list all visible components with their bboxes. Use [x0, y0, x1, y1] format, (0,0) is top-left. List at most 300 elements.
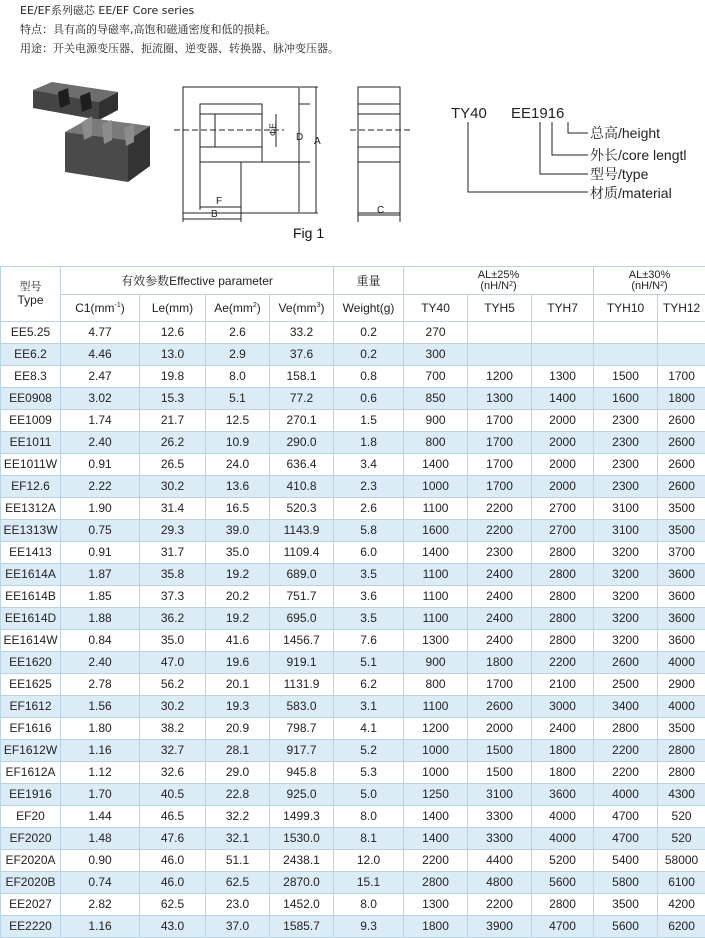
cell-tyh12: 6200	[658, 916, 705, 938]
cell-ve: 1452.0	[270, 894, 334, 916]
side-view-drawing	[350, 87, 410, 222]
cell-c1: 0.74	[61, 872, 140, 894]
cell-c1: 0.91	[61, 542, 140, 564]
cell-tyh7: 2800	[532, 564, 594, 586]
cell-le: 26.5	[140, 454, 206, 476]
cell-ty40: 1100	[404, 498, 468, 520]
cell-c1: 2.47	[61, 366, 140, 388]
cell-ae: 20.9	[206, 718, 270, 740]
cell-tyh10: 3200	[594, 630, 658, 652]
cell-ty40: 1100	[404, 696, 468, 718]
cell-type: EE1916	[1, 784, 61, 806]
cell-tyh5: 4800	[468, 872, 532, 894]
cell-tyh10: 3400	[594, 696, 658, 718]
cell-ae: 23.0	[206, 894, 270, 916]
cell-tyh12: 3500	[658, 718, 705, 740]
model-code: EE1916	[511, 105, 564, 122]
cell-tyh12: 520	[658, 828, 705, 850]
cell-tyh7: 2800	[532, 630, 594, 652]
cell-ae: 39.0	[206, 520, 270, 542]
cell-ve: 636.4	[270, 454, 334, 476]
cell-type: EF1616	[1, 718, 61, 740]
naming-legend	[451, 105, 686, 201]
cell-weight: 4.1	[334, 718, 404, 740]
cell-type: EE1614D	[1, 608, 61, 630]
cell-tyh12: 3500	[658, 498, 705, 520]
cell-weight: 3.1	[334, 696, 404, 718]
cell-ae: 5.1	[206, 388, 270, 410]
cell-ty40: 2800	[404, 872, 468, 894]
weight-en-header: Weight(g)	[334, 295, 404, 322]
cell-tyh7: 1400	[532, 388, 594, 410]
cell-tyh5: 3300	[468, 806, 532, 828]
cell-type: EE1312A	[1, 498, 61, 520]
cell-le: 47.0	[140, 652, 206, 674]
cell-c1: 1.12	[61, 762, 140, 784]
cell-weight: 6.2	[334, 674, 404, 696]
cell-ty40: 1000	[404, 740, 468, 762]
cell-c1: 1.74	[61, 410, 140, 432]
cell-ve: 158.1	[270, 366, 334, 388]
cell-ve: 945.8	[270, 762, 334, 784]
cell-le: 43.0	[140, 916, 206, 938]
cell-ve: 270.1	[270, 410, 334, 432]
al30-header: AL±30% $(nH/N^2)$	[594, 267, 705, 295]
cell-le: 32.7	[140, 740, 206, 762]
cell-ae: 41.6	[206, 630, 270, 652]
cell-le: 38.2	[140, 718, 206, 740]
cell-tyh10: 4700	[594, 828, 658, 850]
cell-tyh12: 2800	[658, 762, 705, 784]
cell-ae: 32.1	[206, 828, 270, 850]
cell-tyh12: 3600	[658, 586, 705, 608]
cell-tyh10	[594, 344, 658, 366]
cell-tyh5: 2400	[468, 586, 532, 608]
cell-le: 26.2	[140, 432, 206, 454]
cell-type: EE1614A	[1, 564, 61, 586]
cell-tyh5: 2200	[468, 498, 532, 520]
cell-le: 36.2	[140, 608, 206, 630]
usage-text: 用途：开关电源变压器、扼流圈、逆变器、转换器、脉冲变压器。	[20, 40, 339, 56]
cell-weight: 15.1	[334, 872, 404, 894]
cell-tyh7: 3600	[532, 784, 594, 806]
front-view-drawing	[174, 87, 318, 222]
cell-c1: 1.70	[61, 784, 140, 806]
material-label: 材质/material	[590, 185, 672, 201]
cell-ve: 2438.1	[270, 850, 334, 872]
cell-le: 12.6	[140, 322, 206, 344]
cell-weight: 0.8	[334, 366, 404, 388]
cell-ve: 751.7	[270, 586, 334, 608]
dim-label-a: A	[314, 136, 321, 147]
cell-ae: 62.5	[206, 872, 270, 894]
cell-tyh5: 2200	[468, 894, 532, 916]
cell-type: EE1313W	[1, 520, 61, 542]
cell-tyh10: 3500	[594, 894, 658, 916]
table-header-row-1	[1, 267, 705, 295]
cell-tyh10	[594, 322, 658, 344]
cell-ty40: 1000	[404, 762, 468, 784]
cell-tyh10: 2500	[594, 674, 658, 696]
cell-ve: 583.0	[270, 696, 334, 718]
cell-ae: 37.0	[206, 916, 270, 938]
cell-ty40: 2200	[404, 850, 468, 872]
cell-c1: 2.82	[61, 894, 140, 916]
cell-ty40: 800	[404, 432, 468, 454]
cell-c1: 1.16	[61, 740, 140, 762]
cell-ty40: 1000	[404, 476, 468, 498]
cell-le: 30.2	[140, 476, 206, 498]
cell-weight: 12.0	[334, 850, 404, 872]
cell-c1: 2.22	[61, 476, 140, 498]
cell-tyh5: 2400	[468, 630, 532, 652]
table-row	[1, 498, 705, 520]
length-label: 外长/core lengtl	[590, 147, 686, 163]
material-code: TY40	[451, 105, 487, 122]
cell-tyh5: 1500	[468, 762, 532, 784]
cell-tyh5: 4400	[468, 850, 532, 872]
le-header: Le(mm)	[140, 295, 206, 322]
cell-tyh5: 1500	[468, 740, 532, 762]
cell-c1: 1.85	[61, 586, 140, 608]
cell-tyh12: 3600	[658, 564, 705, 586]
cell-tyh5: 2400	[468, 608, 532, 630]
cell-tyh10: 3100	[594, 498, 658, 520]
table-row	[1, 586, 705, 608]
cell-weight: 1.8	[334, 432, 404, 454]
cell-tyh12: 2600	[658, 476, 705, 498]
cell-type: EF12.6	[1, 476, 61, 498]
cell-tyh7: 5600	[532, 872, 594, 894]
cell-tyh5: 1800	[468, 652, 532, 674]
cell-tyh12: 2600	[658, 432, 705, 454]
table-header-row-2	[1, 295, 705, 322]
cell-ve: 1499.3	[270, 806, 334, 828]
parameter-table	[0, 266, 705, 938]
cell-tyh7	[532, 344, 594, 366]
table-row	[1, 872, 705, 894]
cell-ty40: 1100	[404, 564, 468, 586]
table-row	[1, 916, 705, 938]
cell-tyh7: 2800	[532, 894, 594, 916]
cell-c1: 0.91	[61, 454, 140, 476]
cell-tyh10: 5800	[594, 872, 658, 894]
cell-tyh12: 1700	[658, 366, 705, 388]
cell-ae: 2.9	[206, 344, 270, 366]
cell-c1: 1.16	[61, 916, 140, 938]
table-row	[1, 366, 705, 388]
cell-ve: 798.7	[270, 718, 334, 740]
material-header-tyh5: TYH5	[468, 295, 532, 322]
cell-tyh10: 4000	[594, 784, 658, 806]
cell-type: EE0908	[1, 388, 61, 410]
table-row	[1, 542, 705, 564]
cell-tyh5: 2400	[468, 564, 532, 586]
cell-type: EE5.25	[1, 322, 61, 344]
table-row	[1, 740, 705, 762]
cell-weight: 5.2	[334, 740, 404, 762]
cell-ty40: 1400	[404, 806, 468, 828]
cell-c1: 4.46	[61, 344, 140, 366]
table-row	[1, 410, 705, 432]
cell-type: EF2020B	[1, 872, 61, 894]
table-row	[1, 520, 705, 542]
cell-ty40: 1100	[404, 608, 468, 630]
cell-c1: 1.88	[61, 608, 140, 630]
cell-ty40: 1400	[404, 454, 468, 476]
cell-c1: 2.40	[61, 432, 140, 454]
cell-tyh12: 4200	[658, 894, 705, 916]
cell-tyh12: 58000	[658, 850, 705, 872]
cell-tyh10: 3200	[594, 564, 658, 586]
cell-ve: 1585.7	[270, 916, 334, 938]
cell-tyh10: 3100	[594, 520, 658, 542]
cell-c1: 4.77	[61, 322, 140, 344]
cell-tyh10: 2300	[594, 476, 658, 498]
table-row	[1, 454, 705, 476]
cell-tyh7: 2700	[532, 498, 594, 520]
table-row	[1, 630, 705, 652]
cell-c1: 3.02	[61, 388, 140, 410]
cell-type: EE1413	[1, 542, 61, 564]
cell-tyh7: 2000	[532, 432, 594, 454]
cell-le: 46.0	[140, 850, 206, 872]
cell-weight: 3.6	[334, 586, 404, 608]
cell-ve: 520.3	[270, 498, 334, 520]
cell-type: EE1620	[1, 652, 61, 674]
dim-label-c: C	[377, 205, 384, 216]
cell-weight: 0.6	[334, 388, 404, 410]
cell-tyh5: 2600	[468, 696, 532, 718]
cell-type: EE2220	[1, 916, 61, 938]
cell-c1: 1.87	[61, 564, 140, 586]
cell-weight: 5.1	[334, 652, 404, 674]
cell-ae: 12.5	[206, 410, 270, 432]
table-row	[1, 322, 705, 344]
al25-header: AL±25% $(nH/N^2)$	[404, 267, 594, 295]
cell-c1: 1.56	[61, 696, 140, 718]
table-row	[1, 432, 705, 454]
cell-tyh7: 1800	[532, 762, 594, 784]
cell-tyh5: 3100	[468, 784, 532, 806]
ve-header: $Ve(mm^3)$	[270, 295, 334, 322]
cell-ae: 20.1	[206, 674, 270, 696]
cell-tyh5: 2200	[468, 520, 532, 542]
dim-label-d: D	[296, 132, 303, 143]
cell-tyh5: 1200	[468, 366, 532, 388]
cell-ve: 695.0	[270, 608, 334, 630]
cell-tyh10: 3200	[594, 542, 658, 564]
cell-tyh7: 2800	[532, 542, 594, 564]
cell-le: 35.8	[140, 564, 206, 586]
cell-weight: 2.3	[334, 476, 404, 498]
type-header: 型号 Type	[1, 267, 61, 322]
figure-caption: Fig 1	[293, 225, 324, 241]
table-row	[1, 388, 705, 410]
cell-ae: 2.6	[206, 322, 270, 344]
table-row	[1, 762, 705, 784]
cell-ty40: 1600	[404, 520, 468, 542]
table-row	[1, 696, 705, 718]
cell-le: 35.0	[140, 630, 206, 652]
cell-tyh10: 1600	[594, 388, 658, 410]
table-row	[1, 344, 705, 366]
cell-type: EF2020A	[1, 850, 61, 872]
cell-weight: 9.3	[334, 916, 404, 938]
cell-c1: 0.90	[61, 850, 140, 872]
cell-tyh7: 2200	[532, 652, 594, 674]
table-row	[1, 894, 705, 916]
table-row	[1, 850, 705, 872]
cell-tyh12: 2600	[658, 454, 705, 476]
cell-tyh10: 3200	[594, 586, 658, 608]
cell-ty40: 1400	[404, 542, 468, 564]
cell-tyh12: 1800	[658, 388, 705, 410]
cell-le: 46.0	[140, 872, 206, 894]
cell-le: 32.6	[140, 762, 206, 784]
cell-ve: 1143.9	[270, 520, 334, 542]
table-row	[1, 718, 705, 740]
cell-ae: 19.6	[206, 652, 270, 674]
cell-tyh10: 5400	[594, 850, 658, 872]
cell-ty40: 1800	[404, 916, 468, 938]
cell-ae: 16.5	[206, 498, 270, 520]
cell-tyh7: 2000	[532, 476, 594, 498]
cell-weight: 8.1	[334, 828, 404, 850]
table-row	[1, 674, 705, 696]
core-photo	[33, 82, 150, 182]
cell-type: EE1614B	[1, 586, 61, 608]
cell-ae: 19.2	[206, 564, 270, 586]
material-header-tyh12: TYH12	[658, 295, 705, 322]
cell-ve: 919.1	[270, 652, 334, 674]
cell-weight: 6.0	[334, 542, 404, 564]
cell-type: EE1625	[1, 674, 61, 696]
table-row	[1, 784, 705, 806]
cell-tyh5: 1700	[468, 410, 532, 432]
cell-ae: 19.3	[206, 696, 270, 718]
table-row	[1, 564, 705, 586]
core-dimension-figure	[0, 62, 705, 262]
cell-weight: 0.2	[334, 344, 404, 366]
cell-tyh12: 4000	[658, 696, 705, 718]
cell-c1: 1.80	[61, 718, 140, 740]
cell-tyh5: 2000	[468, 718, 532, 740]
cell-c1: 1.90	[61, 498, 140, 520]
cell-tyh5: 1700	[468, 674, 532, 696]
cell-ty40: 1300	[404, 630, 468, 652]
cell-tyh12: 3500	[658, 520, 705, 542]
cell-ve: 33.2	[270, 322, 334, 344]
cell-tyh7: 1300	[532, 366, 594, 388]
cell-tyh7: 4000	[532, 828, 594, 850]
cell-tyh7: 3000	[532, 696, 594, 718]
cell-ae: 35.0	[206, 542, 270, 564]
cell-type: EE1011W	[1, 454, 61, 476]
cell-le: 13.0	[140, 344, 206, 366]
cell-tyh7: 2000	[532, 454, 594, 476]
cell-tyh10: 2600	[594, 652, 658, 674]
cell-tyh12: 3600	[658, 608, 705, 630]
cell-le: 19.8	[140, 366, 206, 388]
cell-weight: 8.0	[334, 894, 404, 916]
cell-ae: 19.2	[206, 608, 270, 630]
cell-type: EE2027	[1, 894, 61, 916]
cell-tyh5: 1700	[468, 454, 532, 476]
cell-tyh7: 5200	[532, 850, 594, 872]
cell-le: 46.5	[140, 806, 206, 828]
cell-ty40: 1400	[404, 828, 468, 850]
cell-weight: 3.5	[334, 564, 404, 586]
cell-le: 56.2	[140, 674, 206, 696]
cell-le: 30.2	[140, 696, 206, 718]
cell-c1: 2.78	[61, 674, 140, 696]
cell-tyh12	[658, 322, 705, 344]
cell-tyh7: 2700	[532, 520, 594, 542]
cell-tyh12: 2600	[658, 410, 705, 432]
cell-le: 15.3	[140, 388, 206, 410]
cell-tyh5	[468, 344, 532, 366]
cell-weight: 2.6	[334, 498, 404, 520]
cell-le: 29.3	[140, 520, 206, 542]
cell-c1: 1.44	[61, 806, 140, 828]
ae-header: $Ae(mm^2)$	[206, 295, 270, 322]
cell-ve: 1109.4	[270, 542, 334, 564]
series-title: EE/EF系列磁芯 EE/EF Core series	[20, 2, 194, 18]
cell-tyh10: 2200	[594, 740, 658, 762]
cell-tyh10: 2200	[594, 762, 658, 784]
cell-weight: 8.0	[334, 806, 404, 828]
cell-tyh5: 3900	[468, 916, 532, 938]
table-row	[1, 828, 705, 850]
cell-ae: 20.2	[206, 586, 270, 608]
cell-ty40: 1200	[404, 718, 468, 740]
cell-ae: 13.6	[206, 476, 270, 498]
cell-ty40: 1100	[404, 586, 468, 608]
cell-type: EE6.2	[1, 344, 61, 366]
cell-tyh5: 3300	[468, 828, 532, 850]
cell-tyh12: 6100	[658, 872, 705, 894]
dim-label-e: ΦE	[268, 123, 278, 136]
cell-ve: 689.0	[270, 564, 334, 586]
cell-type: EF1612A	[1, 762, 61, 784]
cell-le: 62.5	[140, 894, 206, 916]
cell-ae: 29.0	[206, 762, 270, 784]
cell-tyh7: 2800	[532, 586, 594, 608]
cell-type: EF2020	[1, 828, 61, 850]
cell-ae: 28.1	[206, 740, 270, 762]
cell-le: 21.7	[140, 410, 206, 432]
cell-ae: 32.2	[206, 806, 270, 828]
cell-weight: 0.2	[334, 322, 404, 344]
feature-text: 特点：具有高的导磁率,高饱和磁通密度和低的损耗。	[20, 21, 277, 37]
cell-tyh10: 1500	[594, 366, 658, 388]
table-row	[1, 652, 705, 674]
type-label: 型号/type	[590, 166, 649, 182]
cell-weight: 3.5	[334, 608, 404, 630]
cell-ae: 22.8	[206, 784, 270, 806]
cell-type: EE1011	[1, 432, 61, 454]
cell-type: EE8.3	[1, 366, 61, 388]
cell-le: 47.6	[140, 828, 206, 850]
cell-ty40: 800	[404, 674, 468, 696]
cell-tyh5: 1300	[468, 388, 532, 410]
table-row	[1, 806, 705, 828]
cell-tyh12: 2900	[658, 674, 705, 696]
table-row	[1, 476, 705, 498]
cell-ae: 51.1	[206, 850, 270, 872]
cell-tyh12	[658, 344, 705, 366]
